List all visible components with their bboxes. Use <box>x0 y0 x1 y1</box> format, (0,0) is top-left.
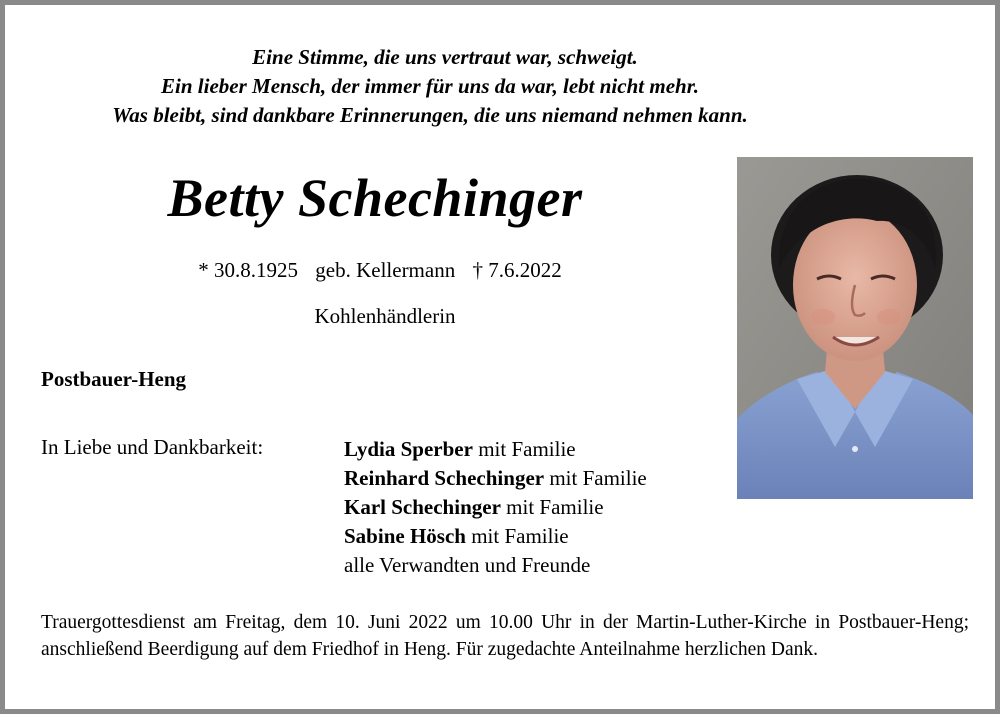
maiden-name: geb. Kellermann <box>315 258 456 282</box>
mourner-suffix: mit Familie <box>544 466 647 490</box>
mourner-row <box>344 435 647 464</box>
mourner-name: Reinhard Schechinger <box>344 466 545 490</box>
mourner-name: Lydia Sperber <box>344 437 473 461</box>
town-name: Postbauer-Heng <box>41 367 187 391</box>
mourners-list <box>344 435 647 580</box>
portrait-photo <box>737 157 973 499</box>
mourner-row <box>344 522 647 551</box>
portrait-illustration <box>737 157 973 499</box>
mourner-name: Karl Schechinger <box>344 495 501 519</box>
occupation: Kohlenhändlerin <box>314 304 456 328</box>
deceased-name: Betty Schechinger <box>167 168 583 228</box>
mourner-row <box>344 464 647 493</box>
birth-date: * 30.8.1925 <box>198 258 299 282</box>
death-date: † 7.6.2022 <box>472 258 562 282</box>
life-dates <box>155 258 605 283</box>
quote-line-2: Ein lieber Mensch, der immer für uns da war, lebt nicht mehr. <box>161 74 699 98</box>
thanks-label: In Liebe und Dankbarkeit: <box>41 435 264 459</box>
mourner-row <box>344 493 647 522</box>
quote-line-1: Eine Stimme, die uns vertraut war, schweigt. <box>252 45 638 69</box>
mourner-name: Sabine Hösch <box>344 524 466 548</box>
mourner-suffix: mit Familie <box>465 524 569 548</box>
mourner-suffix: alle Verwandten und Freunde <box>344 553 591 577</box>
mourner-suffix: mit Familie <box>472 437 576 461</box>
funeral-service-notice: Trauergottesdienst am Freitag, dem 10. Juni 2022 um 10.00 Uhr in der Martin-Luther-Kirche in Postbauer-Heng; anschließend Beerdigung auf dem Friedhof in Heng. Für zugedachte Anteilnahme herzlichen Dank. <box>41 612 969 660</box>
mourner-suffix: mit Familie <box>500 495 604 519</box>
mourner-row <box>344 551 647 580</box>
memorial-quote <box>35 43 825 130</box>
quote-line-3: Was bleibt, sind dankbare Erinnerungen, die uns niemand nehmen kann. <box>112 103 748 127</box>
